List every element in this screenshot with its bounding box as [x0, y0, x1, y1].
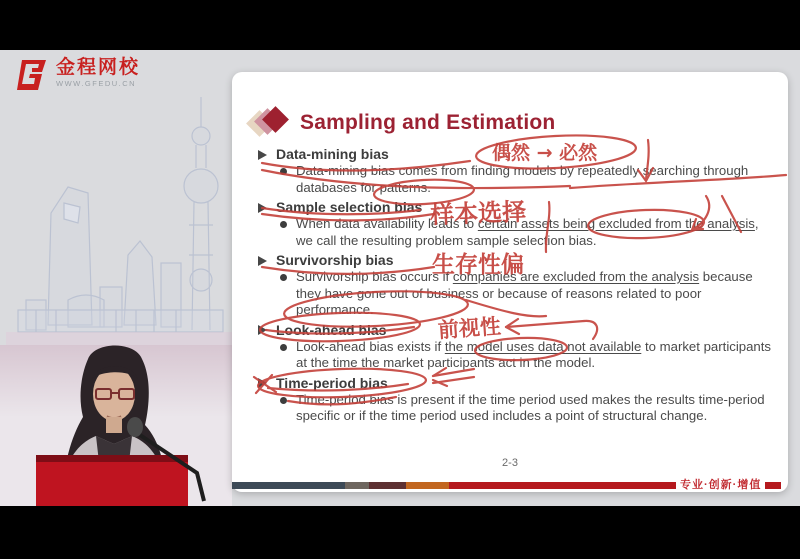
arrow-bullet-icon	[258, 378, 267, 388]
slide-title-row	[248, 108, 555, 138]
arrow-bullet-icon	[258, 203, 267, 213]
slide-section	[258, 252, 778, 319]
presentation-slide	[232, 72, 788, 492]
section-body-text: Survivorship bias occurs if companies are excluded from the analysis because they have gone out of business or because of reasons related to poor performance.	[296, 269, 753, 317]
section-heading-text: Look-ahead bias	[276, 321, 387, 338]
arrow-bullet-icon	[258, 325, 267, 335]
brand-slogan: 专业·创新·增值	[680, 479, 762, 491]
section-heading	[258, 146, 778, 163]
presenter-video	[0, 345, 232, 506]
slide-section	[258, 146, 778, 196]
section-body-text: When data availability leads to certain assets being excluded from the analysis, we call the resulting problem sample selection bias.	[296, 216, 759, 248]
section-body	[280, 392, 778, 425]
diamond-bullet-icon	[248, 108, 292, 138]
footer-bar-segment	[449, 482, 676, 489]
arrow-bullet-icon	[258, 150, 267, 160]
presenter-figure	[0, 345, 232, 506]
brand-logo-name: 金程网校	[56, 57, 141, 78]
brand-logo-site: WWW.GFEDU.CN	[56, 79, 137, 88]
section-body	[280, 163, 778, 196]
brand-logo-icon	[16, 58, 50, 92]
annotation-survivorship: 生存性偏	[432, 252, 524, 278]
section-heading-text: Survivorship bias	[276, 252, 394, 268]
annotation-data-mining: 偶然 → 必然	[492, 142, 598, 164]
circle-bullet-icon	[280, 221, 287, 228]
circle-bullet-icon	[280, 274, 287, 281]
shanghai-skyline-illustration	[6, 95, 234, 365]
slide-section	[258, 199, 778, 249]
circle-bullet-icon	[280, 344, 287, 351]
section-heading	[258, 375, 778, 392]
section-heading	[258, 199, 778, 216]
footer-bar-segment	[369, 482, 406, 489]
slide-title: Sampling and Estimation	[300, 111, 556, 134]
section-body	[280, 216, 778, 249]
slide-footer-bar	[232, 481, 785, 490]
section-heading-text: Time-period bias	[276, 374, 388, 391]
section-body-text: Time-period bias is present if the time period used makes the results time-period specific or if the time period used includes a point of structural change.	[296, 391, 765, 423]
section-heading	[258, 252, 778, 269]
slide-sections	[258, 146, 778, 428]
section-heading-text: Sample selection bias	[276, 199, 423, 215]
section-body	[280, 269, 778, 319]
section-body-text: Data-mining bias comes from finding models by repeatedly searching through databases for patterns.	[296, 163, 749, 195]
footer-bar-segment	[345, 482, 369, 489]
footer-bar-segment	[406, 482, 449, 489]
annotation-look-ahead: 前视性	[437, 314, 502, 343]
slide-section	[258, 322, 778, 372]
page-number: 2-3	[502, 457, 518, 469]
section-body	[280, 339, 778, 372]
circle-bullet-icon	[280, 397, 287, 404]
footer-bar-dash	[765, 482, 781, 489]
section-body-text: Look-ahead bias exists if the model uses data not available to market participants at the time the market participants act in the model.	[296, 338, 772, 370]
annotation-sample-selection: 样本选择	[429, 197, 527, 230]
section-heading-text: Data-mining bias	[276, 146, 389, 162]
slide-section	[258, 375, 778, 425]
section-heading	[258, 322, 778, 339]
brand-logo	[16, 58, 140, 92]
lecture-video-area	[0, 50, 800, 506]
arrow-bullet-icon	[258, 256, 267, 266]
circle-bullet-icon	[280, 168, 287, 175]
footer-bar-segment	[232, 482, 345, 489]
